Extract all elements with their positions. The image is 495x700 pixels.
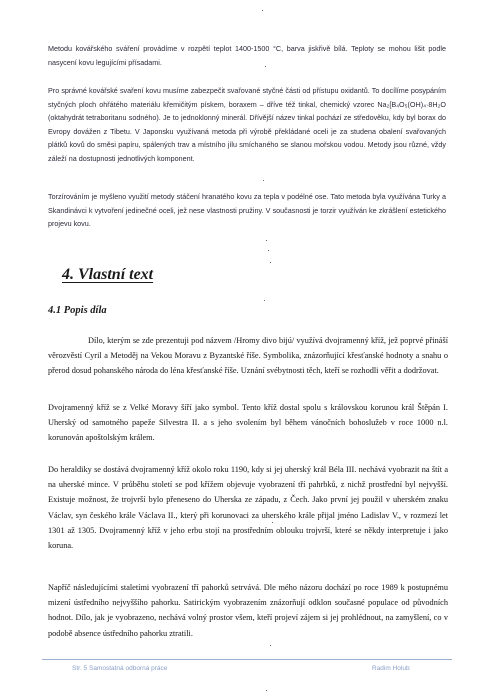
- body-paragraph: Do heraldiky se dostává dvojramenný kříž okolo roku 1190, kdy si jej uherský král Béla III. nechává vyobrazit na štít a na uherské mince. V průběhu století se pod křížem objevuje vyobrazení tří pahrbků, z nichž prostřední byl nejvyšší. Existuje možnost, že trojvrší bylo přeneseno do Uherska ze západu, z Čech. Jako první jej použil v uherském znaku Václav, syn českého krále Václava II., který při korunovaci za uherského krále přijal jméno Ladislav V., v rozmezí let 1301 až 1305. Dvojramenný kříž v jeho erbu stojí na prostředním oblouku trojvrší, které se někdy interpretuje i jako koruna.: [48, 465, 448, 551]
- scan-speck: [272, 522, 273, 523]
- section-heading: 4.1 Popis díla: [48, 305, 107, 316]
- chapter-heading: 4. Vlastní text: [62, 266, 154, 283]
- intro-paragraph: Metodu kovářského sváření provádíme v rozpětí teplot 1400-1500 °C, barva jiskřivě bílá. Teploty se mohou lišit podle nasycení kovu legujícími přísadami.: [48, 44, 446, 67]
- intro-paragraph: Torzírováním je myšleno využití metody stáčení hranatého kovu za tepla v podélné ose. Tato metoda byla využívána Turky a Skandinávci k vytvoření jedinečné oceli, jež nese vlastnosti pružiny. V současnosti je torzir využíván ke zkrášlení estetického projevu kovu.: [48, 192, 446, 229]
- footer-divider: [42, 659, 452, 660]
- scan-speck: [268, 250, 269, 251]
- scan-speck: [270, 645, 271, 646]
- scan-speck: [263, 180, 264, 181]
- scan-speck: [265, 66, 266, 67]
- body-paragraph: Dílo, kterým se zde prezentuji pod názvem /Hromy divo bijú/ využívá dvojramenný kříž, jež poprvé přináší věrozvěstí Cyril a Metoděj na Vekou Moravu z Byzantské říše. Symbolika, znázorňující křesťanské hodnoty a snahu o přerod dosud pohanského národa do léna křesťanské říše. Uznání svébytnosti těch, kteří se rozhodli věřit a dodržovat.: [48, 336, 448, 376]
- body-paragraph: Napříč následujícími staletími vyobrazení tří pahorků setrvává. Dle mého názoru dochází po roce 1989 k postupnému mizení ústředního nejvyššího pahorku. Satirickým vyobrazením znázorňují odklon současné populace od původních hodnot. Dílo, jak je vyobrazeno, nechává volný prostor všem, kteří projeví zájem si jej prohlédnout, na zamyšlení, co v podobě absence ústředního pahorku ztratili.: [48, 583, 448, 638]
- scan-speck: [262, 10, 263, 11]
- intro-paragraph: Pro správné kovářské svaření kovu musíme zabezpečit svařované styčné části od přístupu oxidantů. To docílíme posypáním styčných ploch ohřátého materiálu křemičitým pískem, boraxem – dříve též tinkal, chemický vzorec Na₂[B₄O₅(OH)₄·8H₂O (oktahydrát tetraboritanu sodného). Je to jednoklonný minerál. Dřívější název tinkal pochází ze středověku, kdy byl borax do Evropy dovážen z Tibetu. V Japonsku využívaná metoda při výrobě překládané oceli je za studena obalení svařovaných plátků kovů do směsi papíru, spálených trav a místního jílu smíchaného se slanou mořskou vodou. Metody jsou různé, vždy záleží na dostupnosti jednotlivých komponent.: [48, 86, 446, 163]
- footer-author: Radim Holub: [372, 665, 410, 672]
- scan-speck: [266, 240, 267, 241]
- scan-speck: [264, 300, 265, 301]
- scan-speck: [270, 262, 271, 263]
- footer-page-label: Str. 5 Samostatná odborná práce: [72, 665, 168, 672]
- scan-speck: [266, 690, 267, 691]
- body-paragraph: Dvojramenný kříž se z Velké Moravy šíří jako symbol. Tento kříž dostal spolu s královskou korunou král Štěpán I. Uherský od samotného papeže Silvestra II. a s jeho svolením byl během vánočních bohoslužeb v roce 1000 n.l. korunován apoštolským králem.: [48, 403, 448, 443]
